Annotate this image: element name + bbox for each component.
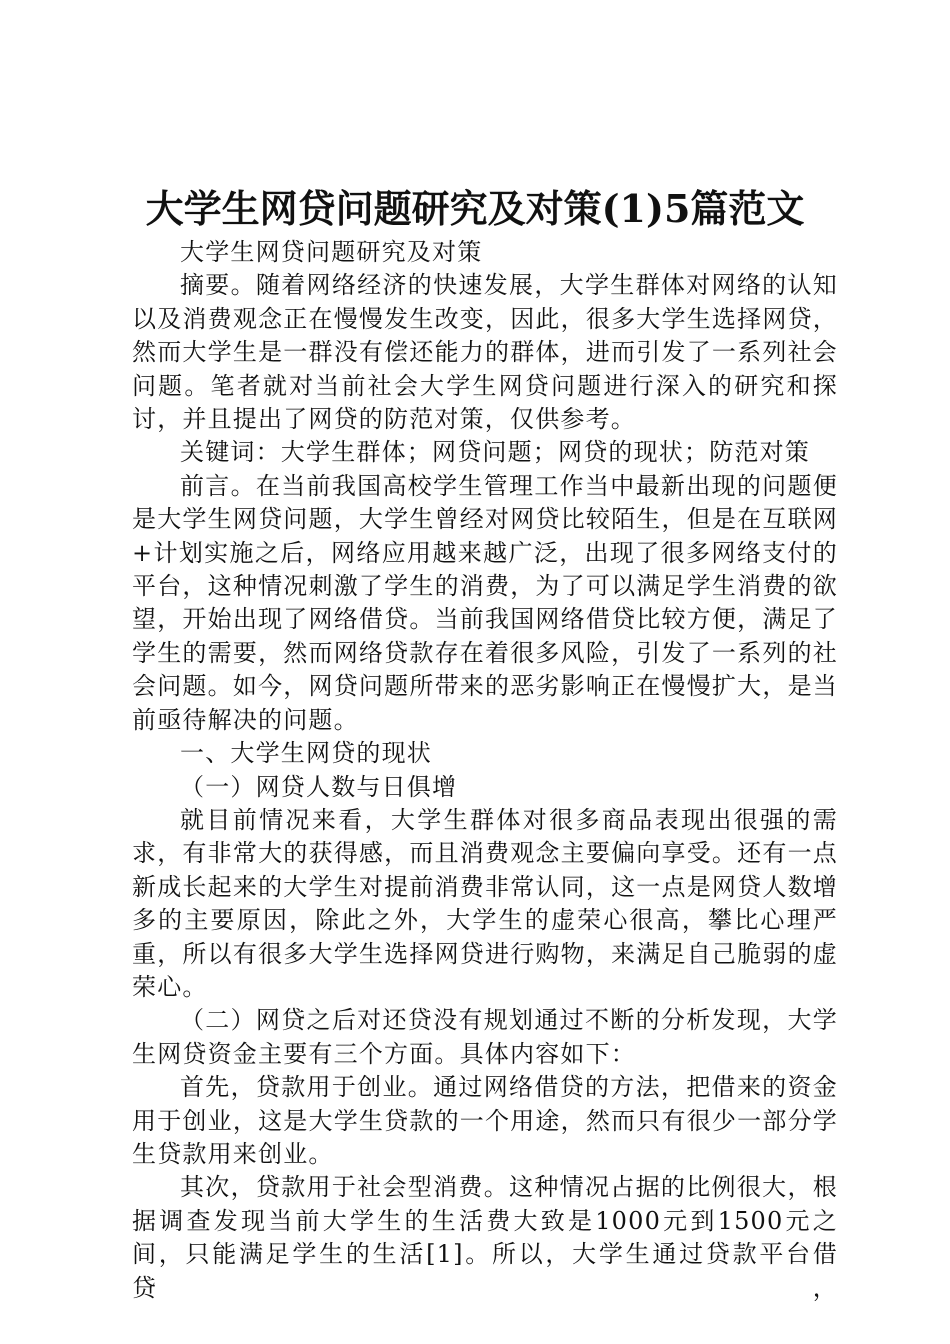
body-paragraph: 其次，贷款用于社会型消费。这种情况占据的比例很大，根据调查发现当前大学生的生活费大致是1000元到1500元之间，只能满足学生的生活[1]。所以，大学生通过贷款平台借贷， [132, 1173, 838, 1302]
body-paragraph: 首先，贷款用于创业。通过网络借贷的方法，把借来的资金用于创业，这是大学生贷款的一个用途，然而只有很少一部分学生贷款用来创业。 [132, 1073, 838, 1168]
abstract-paragraph: 摘要。随着网络经济的快速发展，大学生群体对网络的认知以及消费观念正在慢慢发生改变，因此，很多大学生选择网贷，然而大学生是一群没有偿还能力的群体，进而引发了一系列社会问题。笔者就对当前社会大学生网贷问题进行深入的研究和探讨，并且提出了网贷的防范对策，仅供参考。 [132, 271, 838, 434]
subsection-heading: （一）网贷人数与日俱增 [180, 772, 458, 801]
preface-paragraph: 前言。在当前我国高校学生管理工作当中最新出现的问题便是大学生网贷问题，大学生曾经对网贷比较陌生，但是在互联网+计划实施之后，网络应用越来越广泛，出现了很多网络支付的平台，这种情况刺激了学生的消费，为了可以满足学生消费的欲望，开始出现了网络借贷。当前我国网络借贷比较方便，满足了学生的需要，然而网络贷款存在着很多风险，引发了一系列的社会问题。如今，网贷问题所带来的恶劣影响正在慢慢扩大，是当前亟待解决的问题。 [132, 471, 838, 734]
subtitle-paragraph: 大学生网贷问题研究及对策 [180, 238, 483, 266]
section-heading: 一、大学生网贷的现状 [180, 739, 432, 768]
keywords-paragraph: 关键词：大学生群体；网贷问题；网贷的现状；防范对策 [180, 438, 810, 467]
subsection-paragraph: （二）网贷之后对还贷没有规划通过不断的分析发现，大学生网贷资金主要有三个方面。具体内容如下： [132, 1006, 838, 1068]
document-body [132, 236, 838, 1305]
document-title: 大学生网贷问题研究及对策(1)5篇范文 [145, 186, 805, 231]
body-paragraph: 就目前情况来看，大学生群体对很多商品表现出很强的需求，有非常大的获得感，而且消费观念主要偏向享受。还有一点新成长起来的大学生对提前消费非常认同，这一点是网贷人数增多的主要原因，除此之外，大学生的虚荣心很高，攀比心理严重，所以有很多大学生选择网贷进行购物，来满足自己脆弱的虚荣心。 [132, 805, 838, 1001]
